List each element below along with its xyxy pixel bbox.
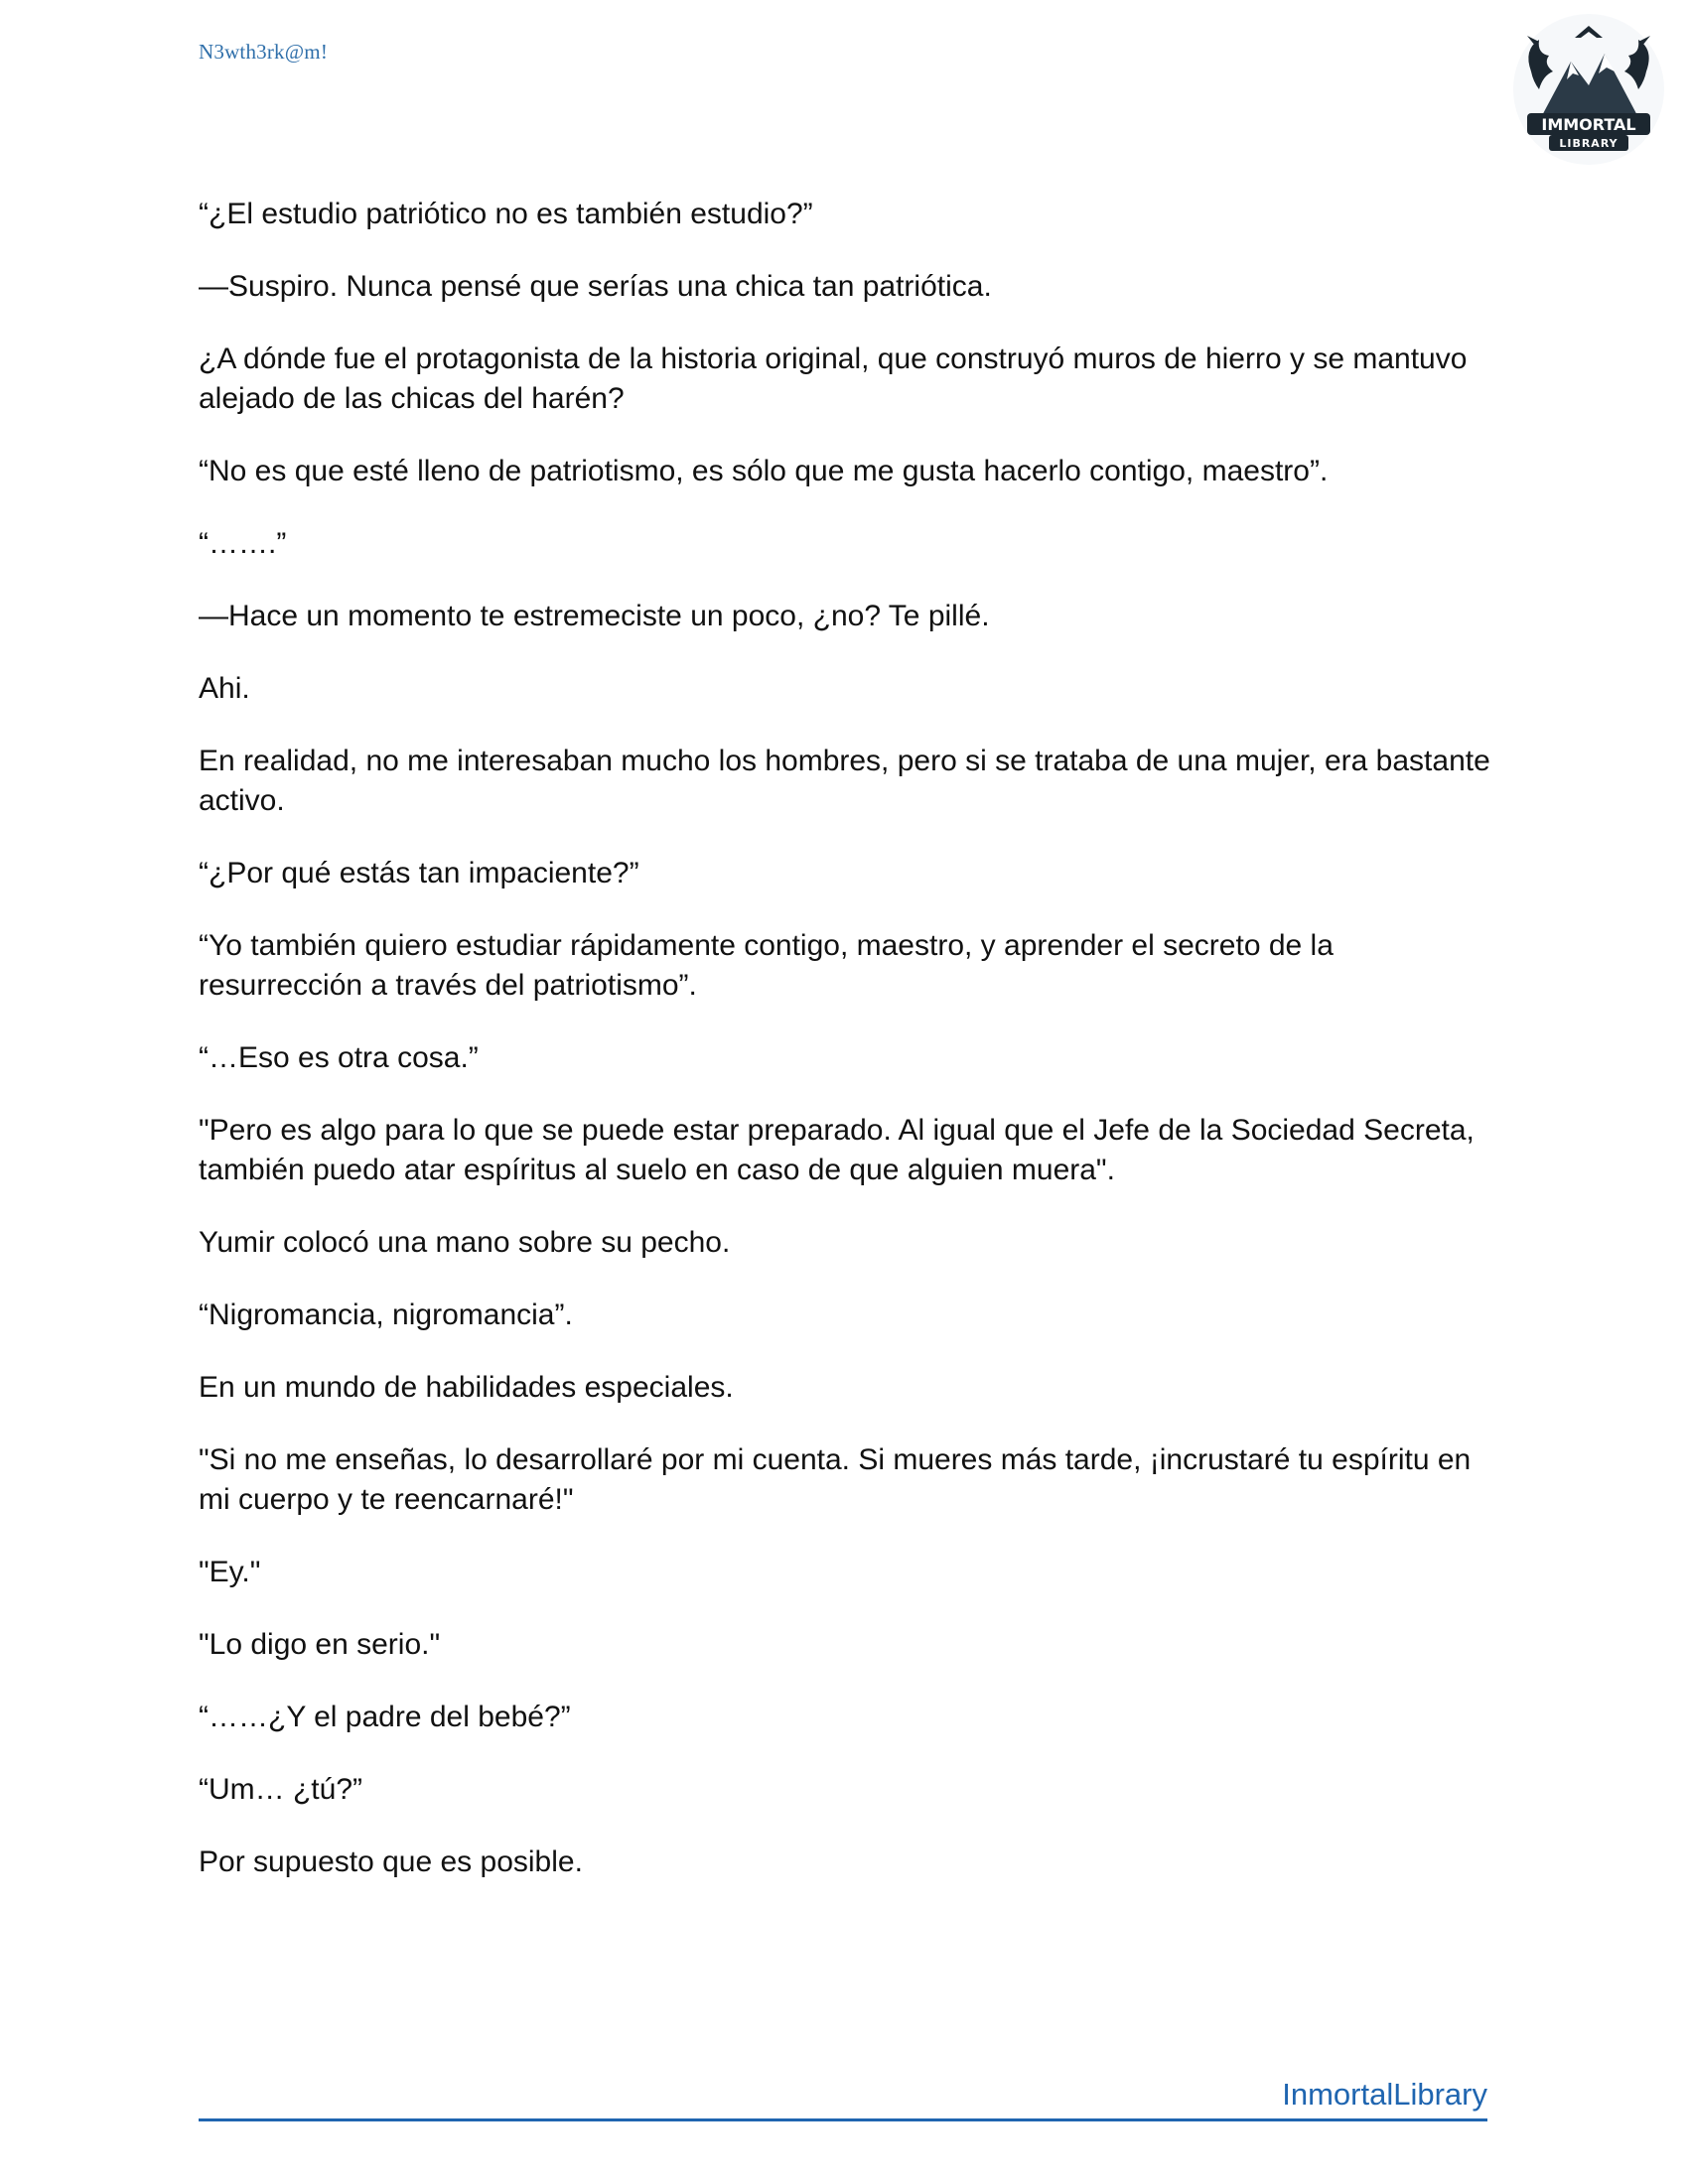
paragraph: “Yo también quiero estudiar rápidamente contigo, maestro, y aprender el secreto de la resurrección a través del patriotismo”. [199, 929, 1334, 1002]
paragraph: Ahi. [199, 672, 250, 705]
paragraph: Yumir colocó una mano sobre su pecho. [199, 1226, 731, 1259]
paragraph: Por supuesto que es posible. [199, 1845, 583, 1878]
logo-text-library: LIBRARY [1559, 137, 1618, 150]
paragraph: “No es que esté lleno de patriotismo, es sólo que me gusta hacerlo contigo, maestro”. [199, 455, 1329, 487]
paragraph: “…….” [199, 527, 287, 560]
paragraph: “Um… ¿tú?” [199, 1773, 362, 1806]
paragraph: "Ey." [199, 1556, 261, 1588]
paragraph: "Lo digo en serio." [199, 1628, 441, 1661]
paragraph: —Hace un momento te estremeciste un poco, ¿no? Te pillé. [199, 600, 990, 632]
paragraph: En realidad, no me interesaban mucho los hombres, pero si se trataba de una mujer, era bastante activo. [199, 745, 1490, 817]
paragraph: “Nigromancia, nigromancia”. [199, 1298, 573, 1331]
logo-emblem-icon [1509, 10, 1668, 169]
paragraph: “…Eso es otra cosa.” [199, 1041, 479, 1074]
paragraph: —Suspiro. Nunca pensé que serías una chica tan patriótica. [199, 270, 992, 303]
footer-link-inmortallibrary[interactable]: InmortalLibrary [1282, 2077, 1487, 2112]
paragraph: En un mundo de habilidades especiales. [199, 1371, 734, 1404]
logo-text-immortal: IMMORTAL [1541, 115, 1636, 134]
paragraph: "Si no me enseñas, lo desarrollaré por mi cuenta. Si mueres más tarde, ¡incrustaré tu espíritu en mi cuerpo y te reencarnaré!" [199, 1443, 1472, 1516]
paragraph: ¿A dónde fue el protagonista de la historia original, que construyó muros de hierro y se mantuvo alejado de las chicas del harén? [199, 342, 1468, 415]
immortal-library-logo [1509, 10, 1668, 169]
paragraph: “¿El estudio patriótico no es también estudio?” [199, 198, 813, 230]
header-watermark: N3wth3rk@m! [199, 40, 329, 64]
document-body [199, 195, 1499, 1915]
paragraph: “¿Por qué estás tan impaciente?” [199, 857, 639, 889]
footer-rule [199, 2073, 1487, 2121]
paragraph: "Pero es algo para lo que se puede estar preparado. Al igual que el Jefe de la Sociedad Secreta, también puedo atar espíritus al suelo en caso de que alguien muera". [199, 1114, 1475, 1186]
paragraph: “……¿Y el padre del bebé?” [199, 1701, 571, 1733]
